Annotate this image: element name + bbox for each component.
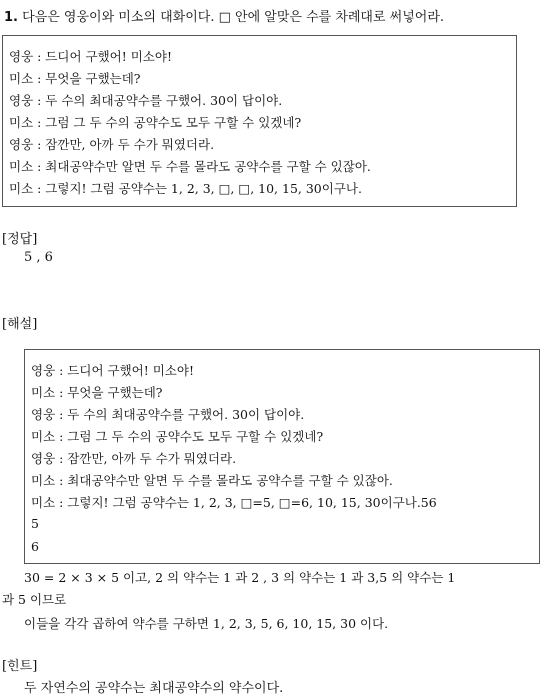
hint-label: [힌트]	[2, 659, 38, 674]
dialogue-line: 5	[31, 516, 39, 531]
answer-label: [정답]	[2, 232, 38, 247]
dialogue-line: 영웅 : 두 수의 최대공약수를 구했어. 30이 답이야.	[31, 407, 305, 422]
question-text: 다음은 영웅이와 미소의 대화이다. □ 안에 알맞은 수를 차례대로 써넣어라.	[22, 10, 445, 25]
dialogue-line: 영웅 : 드디어 구했어! 미소야!	[9, 49, 172, 64]
dialogue-line: 6	[31, 539, 39, 554]
answer-value: 5 , 6	[24, 250, 53, 265]
explanation-body-line: 이들을 각각 곱하여 약수를 구하면 1, 2, 3, 5, 6, 10, 15, 30 이다.	[24, 616, 389, 631]
dialogue-line: 미소 : 그렇지! 그럼 공약수는 1, 2, 3, □=5, □=6, 10, 15, 30이구나.56	[31, 495, 437, 510]
dialogue-box	[2, 35, 517, 207]
hint-text: 두 자연수의 공약수는 최대공약수의 약수이다.	[24, 681, 284, 696]
explanation-body-line: 과 5 이므로	[2, 592, 67, 607]
explanation-label: [해설]	[2, 317, 38, 332]
explanation-body-line: 30 = 2 × 3 × 5 이고, 2 의 약수는 1 과 2 , 3 의 약수는 1 과 3,5 의 약수는 1	[24, 570, 456, 585]
dialogue-line: 미소 : 그렇지! 그럼 공약수는 1, 2, 3, □, □, 10, 15, 30이구나.	[9, 181, 362, 196]
dialogue-line: 미소 : 최대공약수만 알면 두 수를 몰라도 공약수를 구할 수 있잖아.	[31, 473, 393, 488]
dialogue-line: 미소 : 무엇을 구했는데?	[31, 385, 163, 400]
dialogue-line: 미소 : 그럼 그 두 수의 공약수도 모두 구할 수 있겠네?	[9, 115, 302, 130]
dialogue-line: 미소 : 최대공약수만 알면 두 수를 몰라도 공약수를 구할 수 있잖아.	[9, 159, 371, 174]
dialogue-line: 영웅 : 드디어 구했어! 미소야!	[31, 363, 194, 378]
dialogue-line: 영웅 : 잠깐만, 아까 두 수가 뭐였더라.	[9, 137, 215, 152]
dialogue-line: 영웅 : 두 수의 최대공약수를 구했어. 30이 답이야.	[9, 93, 283, 108]
explanation-dialogue-box	[24, 349, 540, 564]
dialogue-line: 영웅 : 잠깐만, 아까 두 수가 뭐였더라.	[31, 451, 237, 466]
dialogue-line: 미소 : 무엇을 구했는데?	[9, 71, 141, 86]
question-header	[4, 6, 444, 25]
dialogue-line: 미소 : 그럼 그 두 수의 공약수도 모두 구할 수 있겠네?	[31, 429, 324, 444]
question-number: 1.	[4, 10, 18, 25]
